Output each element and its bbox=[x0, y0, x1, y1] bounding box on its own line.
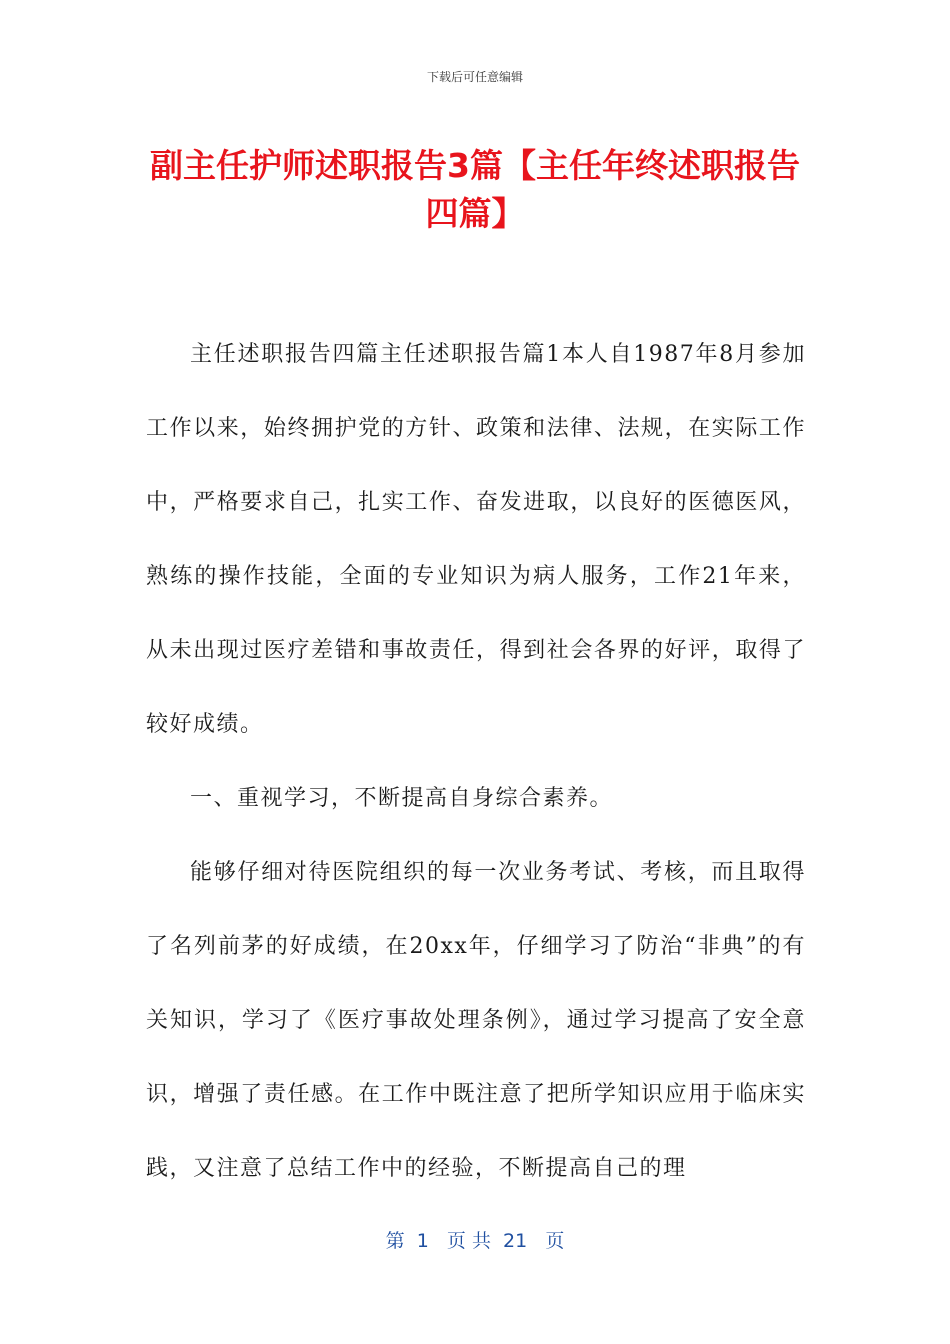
paragraph-study: 能够仔细对待医院组织的每一次业务考试、考核，而且取得了名列前茅的好成绩，在20xx年，仔细学习了防治“非典”的有关知识，学习了《医疗事故处理条例》，通过学习提高了安全意识，增强了责任感。在工作中既注意了把所学知识应用于临床实践，又注意了总结工作中的经验，不断提高自己的理 bbox=[146, 860, 806, 1181]
document-body bbox=[146, 318, 806, 1206]
header-note: 下载后可任意编辑 bbox=[426, 70, 523, 84]
document-title: 副主任护师述职报告3篇【主任年终述职报告四篇】 bbox=[150, 146, 800, 233]
paragraph-intro: 主任述职报告四篇主任述职报告篇1本人自1987年8月参加工作以来，始终拥护党的方针、政策和法律、法规，在实际工作中，严格要求自己，扎实工作、奋发进取，以良好的医德医风，熟练的操作技能，全面的专业知识为病人服务，工作21年来，从未出现过医疗差错和事故责任，得到社会各界的好评，取得了较好成绩。 bbox=[146, 342, 806, 737]
page-number-footer: 第 1 页 共 21 页 bbox=[385, 1230, 565, 1252]
paragraph-section-heading: 一、重视学习，不断提高自身综合素养。 bbox=[190, 786, 614, 811]
